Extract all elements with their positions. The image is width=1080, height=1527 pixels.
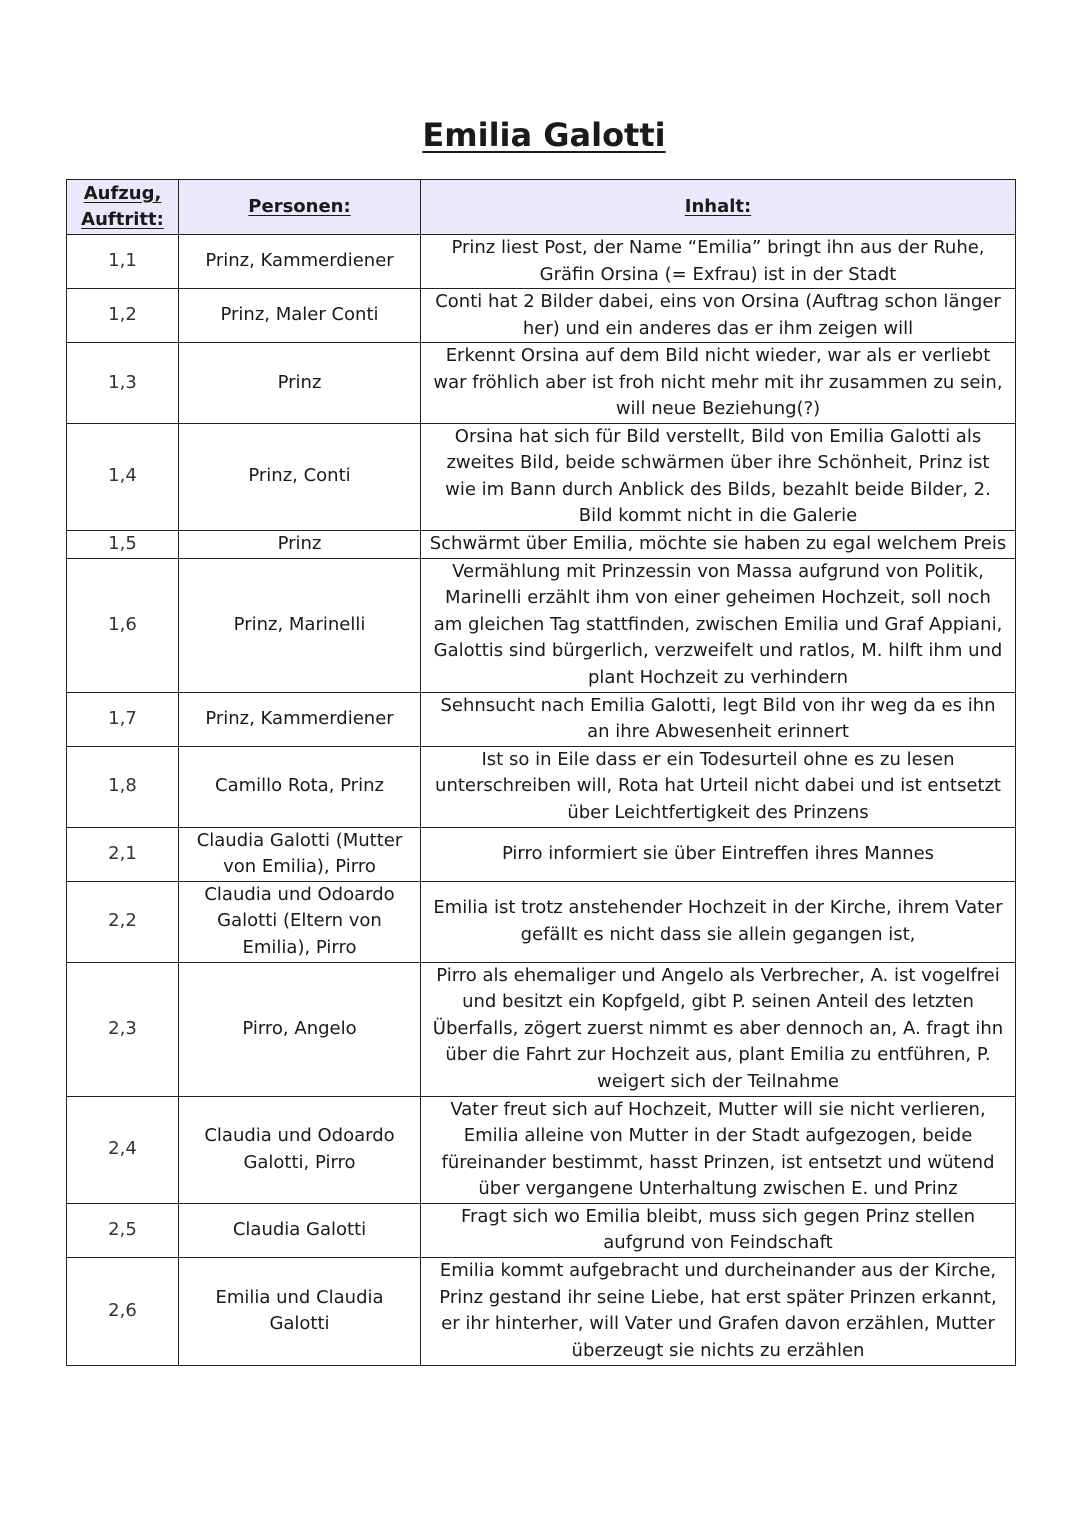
content-cell: Fragt sich wo Emilia bleibt, muss sich gegen Prinz stellen aufgrund von Feindschaft bbox=[421, 1203, 1016, 1257]
scene-cell: 1,7 bbox=[67, 692, 179, 746]
persons-cell: Claudia und Odoardo Galotti (Eltern von Emilia), Pirro bbox=[179, 881, 421, 962]
content-cell: Emilia ist trotz anstehender Hochzeit in der Kirche, ihrem Vater gefällt es nicht dass sie allein gegangen ist, bbox=[421, 881, 1016, 962]
scene-cell: 1,6 bbox=[67, 558, 179, 692]
table-row bbox=[67, 423, 1016, 530]
table-row bbox=[67, 235, 1016, 289]
table-row bbox=[67, 881, 1016, 962]
content-cell: Sehnsucht nach Emilia Galotti, legt Bild von ihr weg da es ihn an ihre Abwesenheit erinnert bbox=[421, 692, 1016, 746]
scene-cell: 1,3 bbox=[67, 343, 179, 424]
scene-cell: 2,2 bbox=[67, 881, 179, 962]
persons-cell: Prinz, Kammerdiener bbox=[179, 235, 421, 289]
scene-cell: 1,8 bbox=[67, 746, 179, 827]
scene-cell: 1,4 bbox=[67, 423, 179, 530]
content-cell: Vermählung mit Prinzessin von Massa aufgrund von Politik, Marinelli erzählt ihm von einer geheimen Hochzeit, soll noch am gleichen Tag stattfinden, zwischen Emilia und Graf Appiani, Galottis sind bürgerlich, verzweifelt und ratlos, M. hilft ihm und plant Hochzeit zu verhindern bbox=[421, 558, 1016, 692]
content-cell: Erkennt Orsina auf dem Bild nicht wieder, war als er verliebt war fröhlich aber ist froh nicht mehr mit ihr zusammen zu sein, will neue Beziehung(?) bbox=[421, 343, 1016, 424]
table-row bbox=[67, 343, 1016, 424]
content-cell: Schwärmt über Emilia, möchte sie haben zu egal welchem Preis bbox=[421, 530, 1016, 558]
content-cell: Emilia kommt aufgebracht und durcheinander aus der Kirche, Prinz gestand ihr seine Liebe, hat erst später Prinzen erkannt, er ihr hinterher, will Vater und Grafen davon erzählen, Mutter überzeugt sie nichts zu erzählen bbox=[421, 1257, 1016, 1365]
content-cell: Pirro informiert sie über Eintreffen ihres Mannes bbox=[421, 827, 1016, 881]
persons-cell: Prinz, Maler Conti bbox=[179, 289, 421, 343]
persons-cell: Claudia Galotti (Mutter von Emilia), Pirro bbox=[179, 827, 421, 881]
table-header-row bbox=[67, 180, 1016, 235]
content-cell: Vater freut sich auf Hochzeit, Mutter will sie nicht verlieren, Emilia alleine von Mutter in der Stadt aufgezogen, beide füreinander bestimmt, hasst Prinzen, ist entsetzt und wütend über vergangene Unterhaltung zwischen E. und Prinz bbox=[421, 1096, 1016, 1203]
scene-table bbox=[66, 179, 1016, 1366]
table-row bbox=[67, 692, 1016, 746]
scene-cell: 1,2 bbox=[67, 289, 179, 343]
persons-cell: Prinz bbox=[179, 343, 421, 424]
scene-cell: 2,1 bbox=[67, 827, 179, 881]
table-row bbox=[67, 530, 1016, 558]
persons-cell: Prinz bbox=[179, 530, 421, 558]
content-cell: Prinz liest Post, der Name “Emilia” bringt ihn aus der Ruhe, Gräfin Orsina (= Exfrau) ist in der Stadt bbox=[421, 235, 1016, 289]
content-cell: Pirro als ehemaliger und Angelo als Verbrecher, A. ist vogelfrei und besitzt ein Kopfgeld, gibt P. seinen Anteil des letzten Überfalls, zögert zuerst nimmt es aber dennoch an, A. fragt ihn über die Fahrt zur Hochzeit aus, plant Emilia zu entführen, P. weigert sich der Teilnahme bbox=[421, 962, 1016, 1096]
scene-cell: 2,5 bbox=[67, 1203, 179, 1257]
header-persons: Personen: bbox=[179, 180, 421, 235]
table-row bbox=[67, 1096, 1016, 1203]
scene-cell: 1,1 bbox=[67, 235, 179, 289]
persons-cell: Pirro, Angelo bbox=[179, 962, 421, 1096]
table-row bbox=[67, 827, 1016, 881]
persons-cell: Claudia Galotti bbox=[179, 1203, 421, 1257]
scene-cell: 2,4 bbox=[67, 1096, 179, 1203]
header-scene: Aufzug, Auftritt: bbox=[67, 180, 179, 235]
table-row bbox=[67, 1203, 1016, 1257]
persons-cell: Camillo Rota, Prinz bbox=[179, 746, 421, 827]
table-row bbox=[67, 746, 1016, 827]
persons-cell: Claudia und Odoardo Galotti, Pirro bbox=[179, 1096, 421, 1203]
persons-cell: Prinz, Marinelli bbox=[179, 558, 421, 692]
persons-cell: Prinz, Conti bbox=[179, 423, 421, 530]
table-row bbox=[67, 289, 1016, 343]
persons-cell: Emilia und Claudia Galotti bbox=[179, 1257, 421, 1365]
scene-cell: 2,3 bbox=[67, 962, 179, 1096]
page-title: Emilia Galotti bbox=[422, 116, 666, 154]
content-cell: Conti hat 2 Bilder dabei, eins von Orsina (Auftrag schon länger her) und ein anderes das er ihm zeigen will bbox=[421, 289, 1016, 343]
scene-cell: 1,5 bbox=[67, 530, 179, 558]
persons-cell: Prinz, Kammerdiener bbox=[179, 692, 421, 746]
content-cell: Ist so in Eile dass er ein Todesurteil ohne es zu lesen unterschreiben will, Rota hat Urteil nicht dabei und ist entsetzt über Leichtfertigkeit des Prinzens bbox=[421, 746, 1016, 827]
header-content: Inhalt: bbox=[421, 180, 1016, 235]
table-row bbox=[67, 962, 1016, 1096]
content-cell: Orsina hat sich für Bild verstellt, Bild von Emilia Galotti als zweites Bild, beide schwärmen über ihre Schönheit, Prinz ist wie im Bann durch Anblick des Bilds, bezahlt beide Bilder, 2. Bild kommt nicht in die Galerie bbox=[421, 423, 1016, 530]
table-row bbox=[67, 558, 1016, 692]
table-row bbox=[67, 1257, 1016, 1365]
scene-cell: 2,6 bbox=[67, 1257, 179, 1365]
